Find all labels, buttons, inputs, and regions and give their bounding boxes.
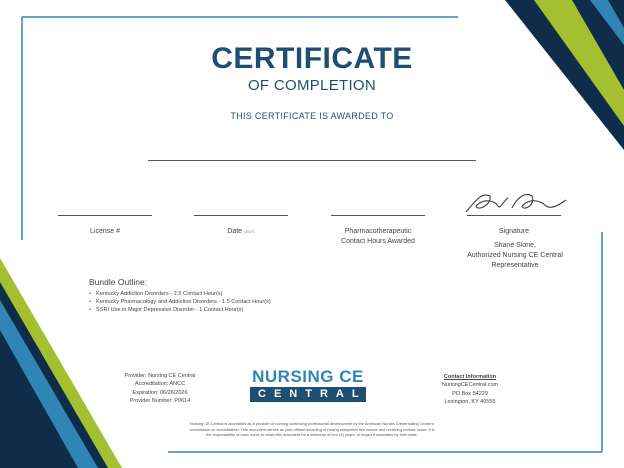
list-item: • Kentucky Pharmacology and Addiction Disorders - 1.5 Contact Hour(s) [89, 298, 271, 306]
signature-scribble [466, 195, 566, 213]
hours-label-line2: Contact Hours Awarded [341, 238, 415, 245]
provider-expiration: Expiration: 06/26/2026 [132, 389, 188, 396]
contact-website[interactable]: NursingCECentral.com [441, 382, 499, 389]
provider-info [105, 372, 215, 405]
awarded-to-text: THIS CERTIFICATE IS AWARDED TO [230, 111, 394, 121]
recipient-name-line [148, 160, 476, 161]
date-label: Date [227, 228, 243, 235]
nursing-ce-central-logo [243, 368, 373, 402]
provider-accreditation: Accreditation: ANCC [134, 381, 186, 388]
date-line [194, 215, 288, 216]
contact-po-box: PO Box 54229 [452, 390, 488, 397]
disclaimer-line3: the responsibility of each nurse to retain this document for a minimum of four (4) years, or longer if mandated by their state. [206, 432, 418, 438]
date-timezone: (EST) [244, 229, 255, 234]
date-label-wrap [194, 227, 288, 237]
hours-label [316, 227, 440, 247]
list-item: • Kentucky Addiction Disorders - 2.5 Contact Hour(s) [89, 290, 271, 298]
signer-name: Shane Slone, [493, 242, 537, 249]
logo-bottom-text: CENTRAL [250, 387, 366, 402]
contact-city: Lexington, KY 40555 [444, 398, 496, 405]
signer-title-line1: Authorized Nursing CE Central [467, 252, 563, 259]
hours-label-line1: Pharmacotherapeutic [344, 228, 412, 235]
hours-line [331, 215, 425, 216]
contact-info [420, 373, 520, 406]
contact-heading: Contact Information [443, 374, 497, 380]
accreditation-disclaimer [140, 421, 484, 438]
license-label: License # [90, 228, 120, 235]
provider-name: Provider: Nursing CE Central [124, 373, 196, 379]
certificate-subtitle: OF COMPLETION [247, 77, 377, 94]
signer-block [450, 241, 580, 271]
signature-label: Signature [499, 228, 529, 235]
disclaimer-line1: Nursing CE Central is accredited as a provider of nursing continuing professional development by the American Nurses Credentialing Center's [189, 421, 435, 426]
logo-top-text: NURSING CE [252, 367, 364, 386]
list-item: • SSRI Use in Major Depressive Disorder - 1 Contact Hour(s) [89, 306, 271, 314]
license-line [58, 215, 152, 216]
signature-line [467, 215, 561, 216]
disclaimer-line2: commission on accreditation. This document serves as your official recording of having completed this course and receiving contact hours. It is [189, 426, 435, 432]
certificate-title: CERTIFICATE [211, 42, 413, 75]
bundle-outline-list [89, 290, 271, 314]
signer-title-line2: Representative [491, 262, 539, 269]
provider-number: Provider Number: P0614 [129, 397, 191, 404]
bundle-outline-title: Bundle Outline: [89, 277, 148, 287]
